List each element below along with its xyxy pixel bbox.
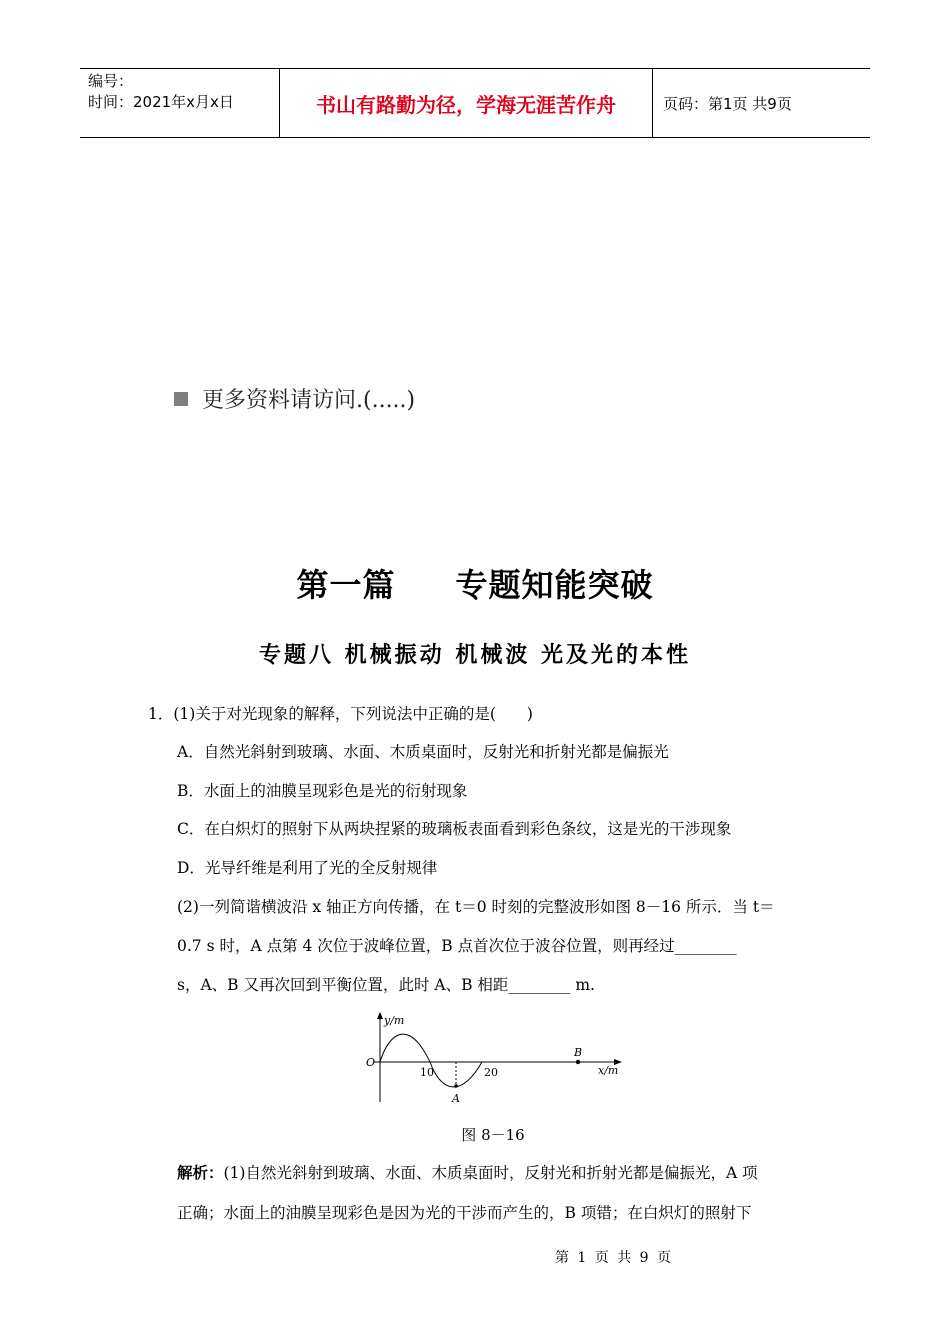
y-axis-label: y/m (384, 1014, 405, 1027)
document-header (80, 68, 870, 138)
origin-label: O (366, 1056, 376, 1069)
option-b: B．水面上的油膜呈现彩色是光的衍射现象 (177, 782, 468, 800)
header-page-label: 页码：第1页 共9页 (663, 94, 792, 113)
topic-title: 专题八 机械振动 机械波 光及光的本性 (259, 642, 691, 668)
more-info-line (174, 383, 415, 414)
analysis-text-1: (1)自然光斜射到玻璃、水面、木质桌面时，反射光和折射光都是偏振光，A 项 (223, 1164, 758, 1182)
part-title-number: 第一篇 (296, 566, 396, 604)
part2-line-1: (2)一列简谐横波沿 x 轴正方向传播，在 t＝0 时刻的完整波形如图 8－16 所示．当 t＝ (177, 898, 775, 916)
more-info-text: 更多资料请访问.(.....) (202, 388, 416, 413)
square-bullet-icon (174, 392, 188, 406)
question-intro: 1．(1)关于对光现象的解释，下列说法中正确的是( ) (148, 705, 533, 723)
option-d: D．光导纤维是利用了光的全反射规律 (177, 859, 438, 877)
point-a-dot (454, 1084, 458, 1088)
point-b-label: B (574, 1046, 583, 1059)
header-info-cell (80, 69, 280, 137)
analysis-line-2: 正确；水面上的油膜呈现彩色是因为光的干涉而产生的，B 项错；在白炽灯的照射下 (177, 1204, 752, 1222)
part2-line-3: s，A、B 又再次回到平衡位置，此时 A、B 相距________ m. (177, 976, 595, 994)
part-title-name: 专题知能突破 (455, 566, 654, 604)
header-motto: 书山有路勤为径，学海无涯苦作舟 (280, 69, 653, 137)
tick-10-label: 10 (420, 1066, 434, 1079)
number-label: 编号： (88, 72, 134, 90)
x-axis-label: x/m (598, 1064, 619, 1077)
y-axis-arrow (377, 1012, 383, 1019)
date-label: 时间：2021年x月x日 (88, 93, 234, 111)
part2-line-2: 0.7 s 时，A 点第 4 次位于波峰位置，B 点首次位于波谷位置，则再经过________ (177, 937, 737, 955)
option-a: A．自然光斜射到玻璃、水面、木质桌面时，反射光和折射光都是偏振光 (177, 743, 669, 761)
analysis-line-1 (177, 1163, 758, 1183)
page-footer: 第 1 页 共 9 页 (554, 1250, 674, 1266)
point-a-label: A (452, 1092, 460, 1105)
analysis-label: 解析： (177, 1163, 224, 1182)
figure-caption: 图 8－16 (461, 1126, 525, 1144)
point-b-dot (576, 1060, 580, 1064)
part-title (0, 560, 950, 606)
wave-figure (360, 1010, 630, 1105)
option-c: C．在白炽灯的照射下从两块捏紧的玻璃板表面看到彩色条纹，这是光的干涉现象 (177, 820, 732, 838)
tick-20-label: 20 (484, 1066, 498, 1079)
